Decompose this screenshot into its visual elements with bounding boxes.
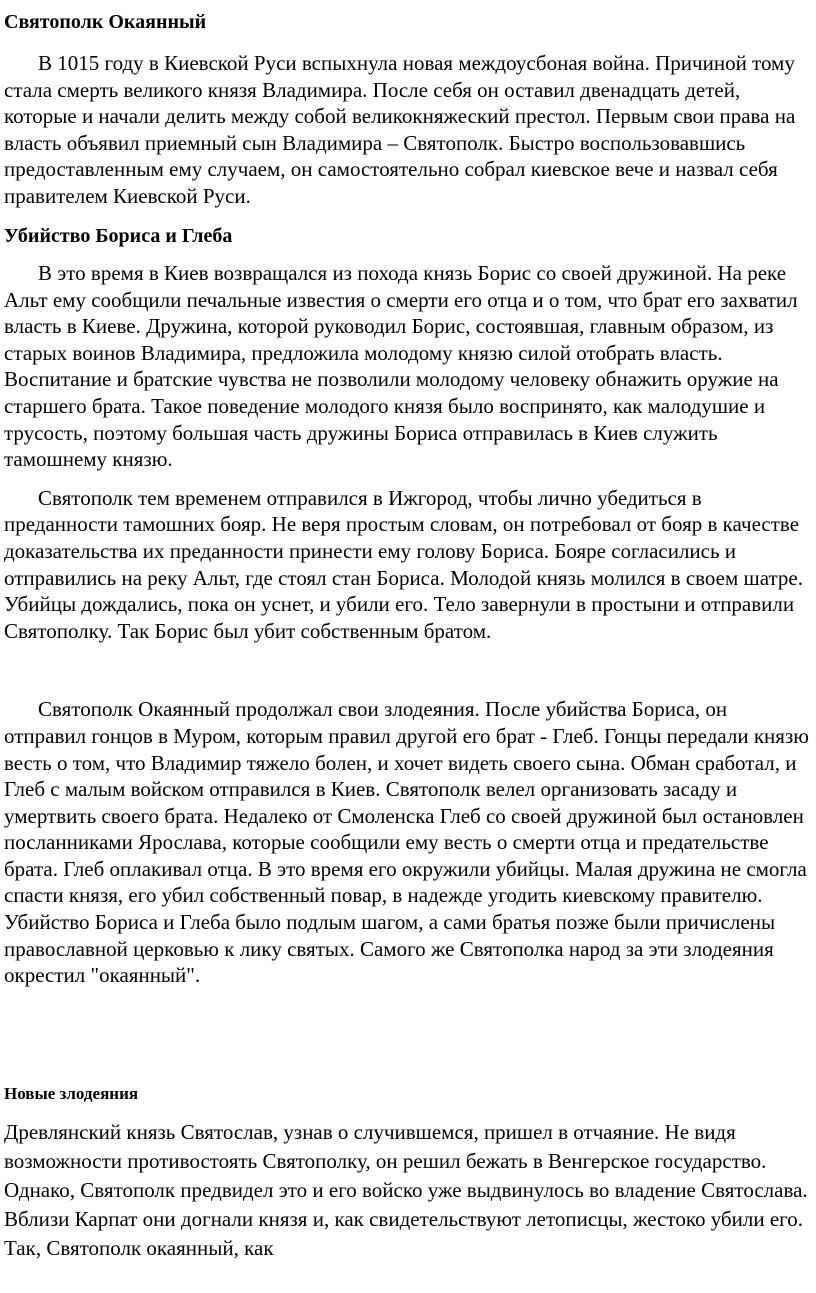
paragraph: В это время в Киев возвращался из похода князь Борис со своей дружиной. На реке Альт ему сообщили печальные известия о смерти его отца и о том, что брат его захватил власть в Киеве. Дружина, которой руководил Борис, состоявшая, главным образом, из старых воинов Владимира, предложила молодому князю силой отобрать власть. Воспитание и братские чувства не позволили молодому человеку обнажить оружие на старшего брата. Такое поведение молодого князя было воспринято, как малодушие и трусость, поэтому большая часть дружины Бориса отправилась в Киев служить тамошнему князю. (4, 261, 798, 472)
paragraph: Святополк Окаянный продолжал свои злодеяния. После убийства Бориса, он отправил гонцов в Муром, которым правил другой его брат - Глеб. Гонцы передали князю весть о том, что Владимир тяжело болен, и хочет видеть своего сына. Обман сработал, и Глеб с малым войском отправился в Киев. Святополк велел организовать засаду и умертвить своего брата. Недалеко от Смоленска Глеб со своей дружиной был остановлен посланниками Ярослава, которые сообщили ему весть о смерти отца и предательстве брата. Глеб оплакивал отца. В это время его окружили убийцы. Малая дружина не смогла спасти князя, его убил собственный повар, в надежде угодить киевскому правителю. Убийство Бориса и Глеба было подлым шагом, а сами братья позже были причислены православной церковью к лику святых. Самого же Святополка народ за эти злодеяния окрестил "окаянный". (4, 697, 809, 988)
paragraph: В 1015 году в Киевской Руси вспыхнула новая междоусбоная война. Причиной тому стала смерть великого князя Владимира. После себя он оставил двенадцать детей, которые и начали делить между собой великокняжеский престол. Первым свои права на власть объявил приемный сын Владимира – Святополк. Быстро воспользовавшись предоставленным ему случаем, он самостоятельно собрал киевское вече и назвал себя правителем Киевской Руси. (4, 51, 796, 208)
section-title: Убийство Бориса и Глеба (4, 225, 233, 247)
section-murder-boris-gleb (4, 224, 812, 989)
paragraph: Древлянский князь Святослав, узнав о случившемся, пришел в отчаяние. Не видя возможности противостоять Святополку, он решил бежать в Венгерское государство. Однако, Святополк предвидел это и его войско уже выдвинулось во владение Святослава. Вблизи Карпат они догнали князя и, как свидетельствуют летописцы, жестоко убили его. Так, Святополк окаянный, как (4, 1120, 808, 1260)
paragraph: Святополк тем временем отправился в Ижгород, чтобы лично убедиться в преданности тамошних бояр. Не веря простым словам, он потребовал от бояр в качестве доказательства их преданности принести ему голову Бориса. Бояре согласились и отправились на реку Альт, где стоял стан Бориса. Молодой князь молился в своем шатре. Убийцы дождались, пока он уснет, и убили его. Тело завернули в простыни и отправили Святополку. Так Борис был убит собственным братом. (4, 485, 803, 643)
section-title: Новые злодеяния (4, 1084, 139, 1103)
section-svyatopolk (4, 10, 812, 210)
section-title: Святополк Окаянный (4, 11, 207, 33)
section-new-crimes (4, 1082, 812, 1263)
